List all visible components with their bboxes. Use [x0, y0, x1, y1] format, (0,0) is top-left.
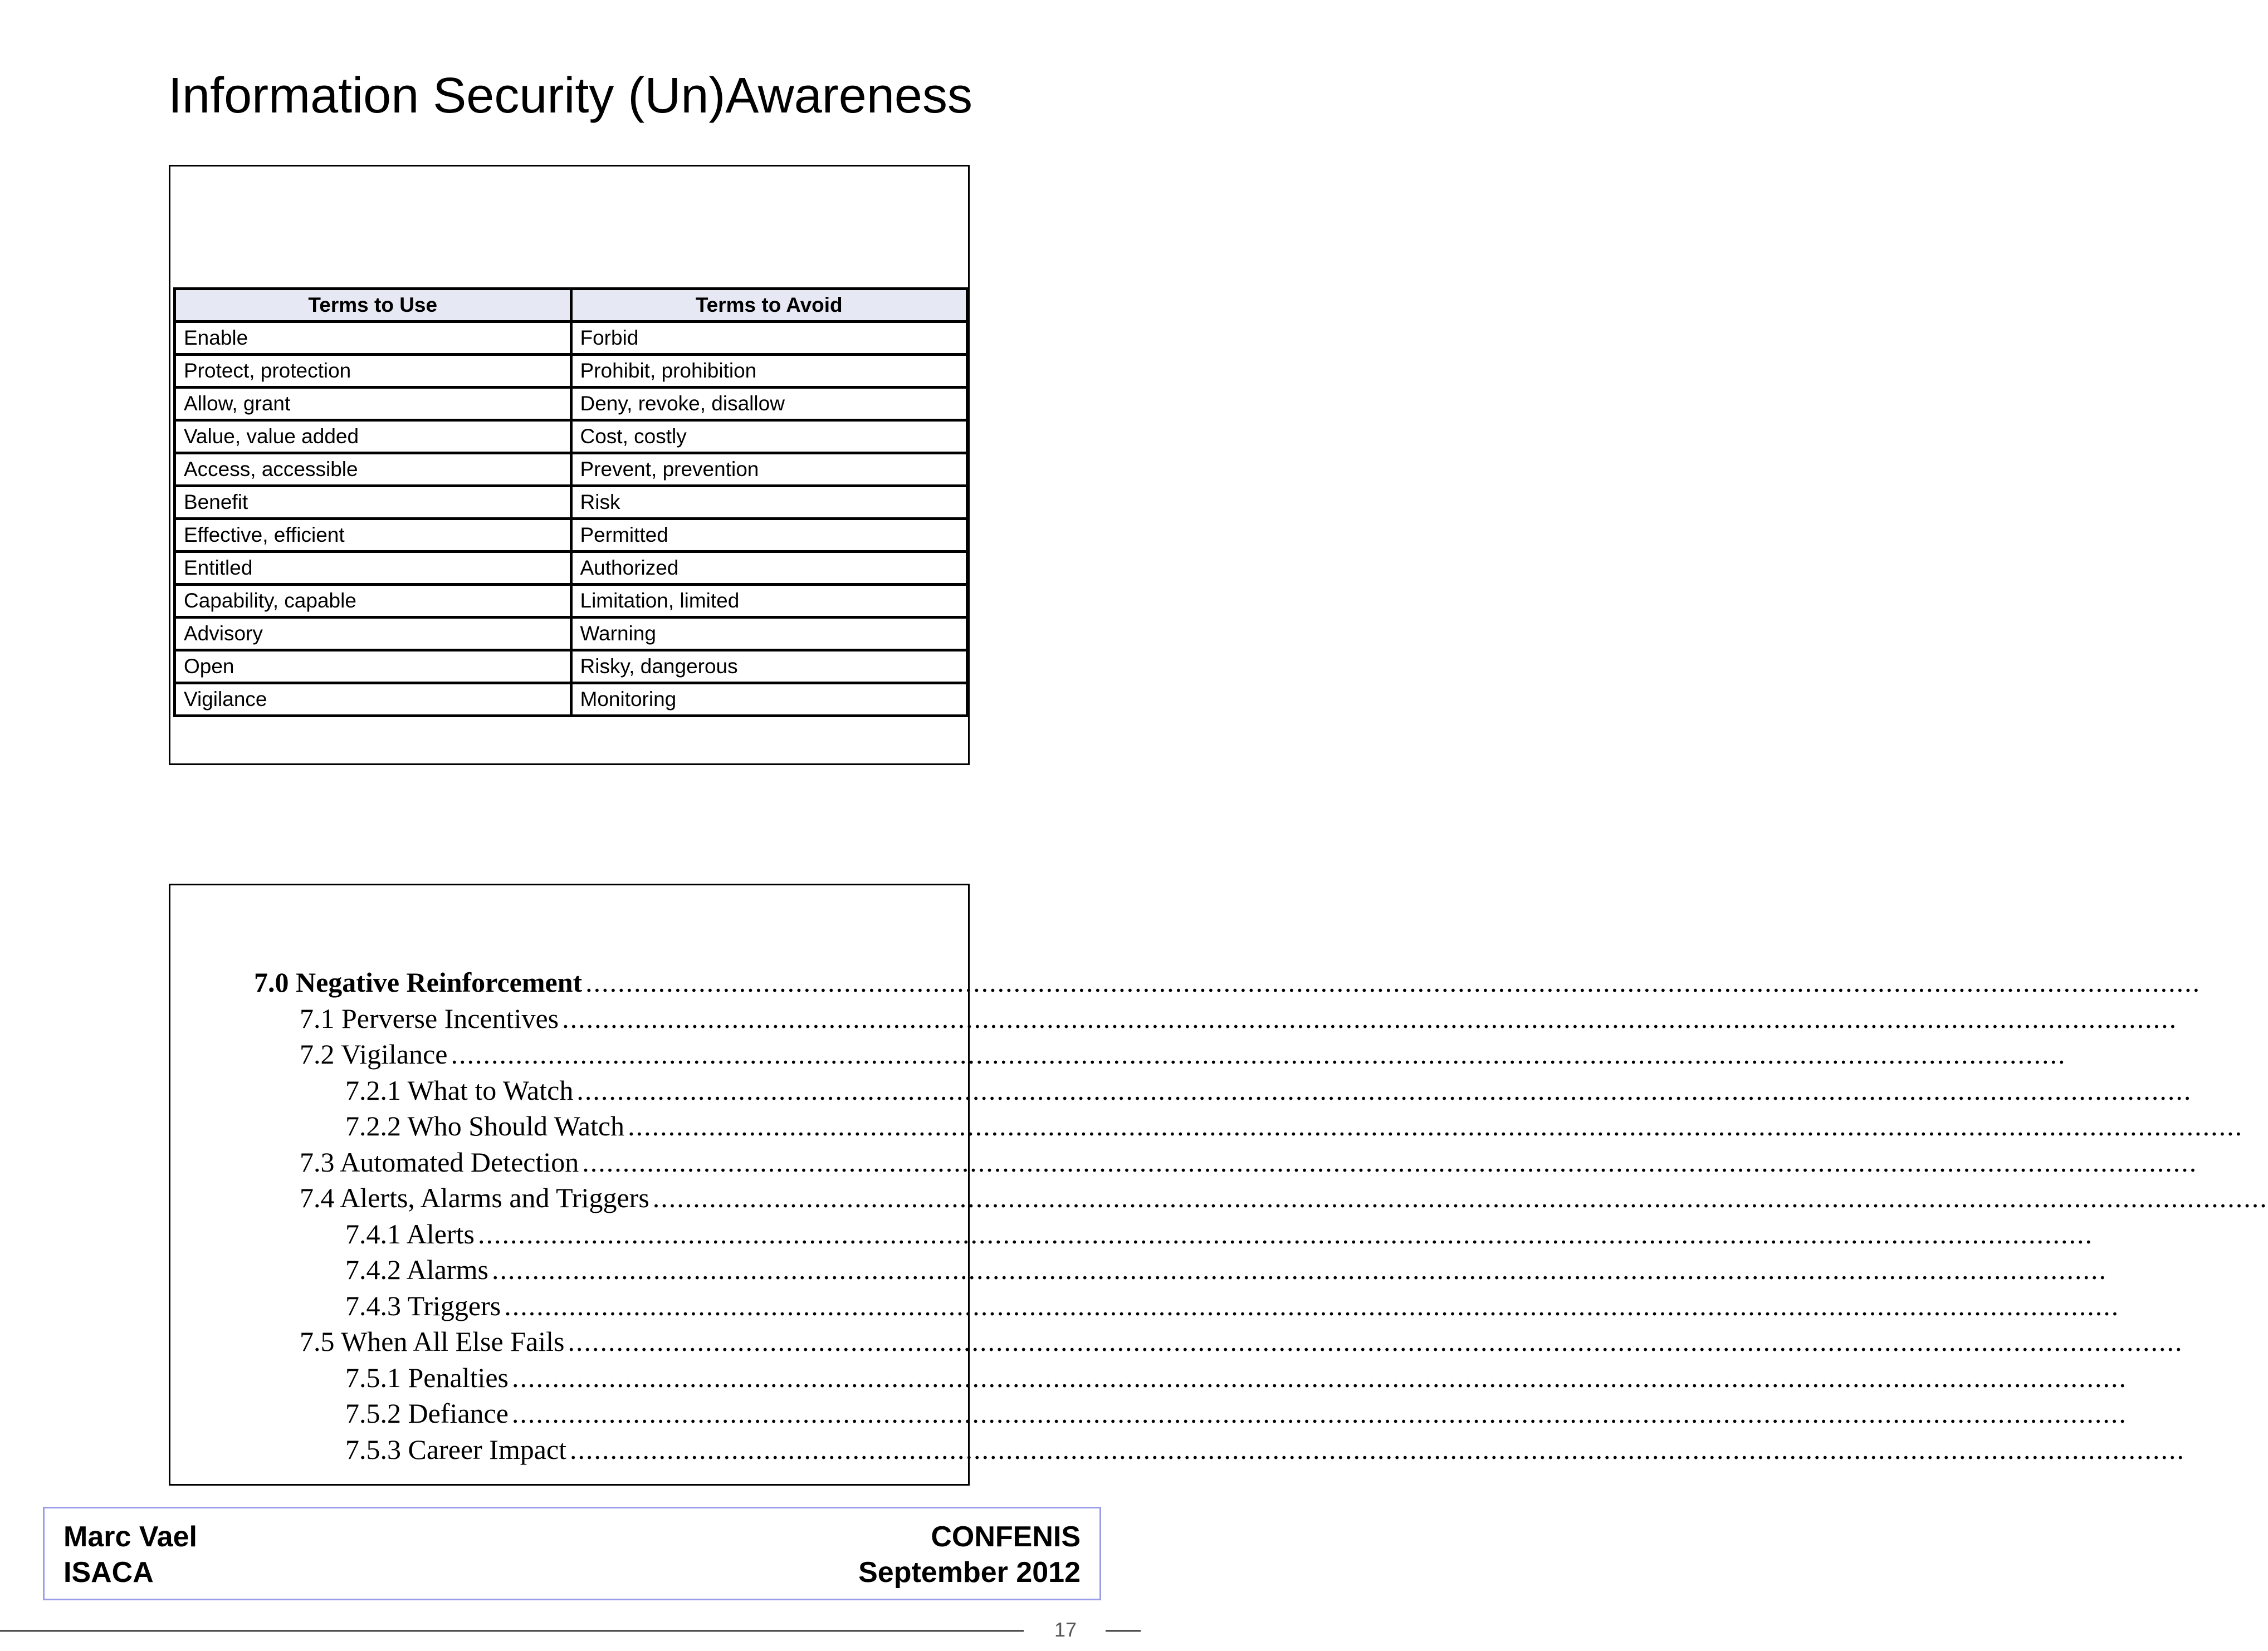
toc-item-label: 7.2.2 Who Should Watch: [345, 1110, 625, 1142]
footer-date: September 2012: [858, 1556, 1081, 1589]
footer-event: CONFENIS: [931, 1521, 1081, 1553]
toc-item-label: 7.0 Negative Reinforcement: [254, 967, 583, 998]
table-row: [175, 585, 967, 618]
table-row: [175, 322, 967, 355]
term-to-use-cell: Enable: [175, 322, 571, 355]
table-row: [175, 683, 967, 716]
term-to-avoid-cell: Risky, dangerous: [571, 650, 967, 683]
toc-item: [345, 1360, 2128, 1395]
term-to-use-cell: Allow, grant: [175, 388, 571, 420]
header-terms-to-use: Terms to Use: [175, 289, 571, 322]
toc-item: [300, 1324, 2183, 1359]
footer-box: [43, 1507, 1101, 1600]
term-to-use-cell: Access, accessible: [175, 453, 571, 486]
toc-leader-dots: ........................................................................................................................................................................................................: [570, 1433, 2186, 1465]
term-to-use-cell: Effective, efficient: [175, 519, 571, 552]
terms-table-body: [175, 322, 967, 716]
term-to-use-cell: Vigilance: [175, 683, 571, 716]
toc-leader-dots: ........................................................................................................................................................................................................: [585, 967, 2201, 998]
toc-leader-dots: ........................................................................................................................................................................................................: [451, 1038, 2066, 1070]
term-to-avoid-cell: Deny, revoke, disallow: [571, 388, 967, 420]
toc-panel: [169, 884, 2268, 1486]
terms-table-header-row: [175, 289, 967, 322]
term-to-avoid-cell: Risk: [571, 486, 967, 519]
term-to-use-cell: Value, value added: [175, 420, 571, 453]
term-to-avoid-cell: Prevent, prevention: [571, 453, 967, 486]
toc-item: [300, 1001, 2178, 1036]
table-row: [175, 552, 967, 585]
footer-author: Marc Vael: [63, 1521, 197, 1553]
toc-leader-dots: ........................................................................................................................................................................................................: [628, 1110, 2243, 1142]
header-terms-to-avoid: Terms to Avoid: [571, 289, 967, 322]
term-to-use-cell: Open: [175, 650, 571, 683]
toc-item: [345, 1395, 2127, 1431]
toc-leader-dots: ........................................................................................................................................................................................................: [491, 1254, 2107, 1285]
toc-leader-dots: ........................................................................................................................................................................................................: [568, 1326, 2183, 1357]
toc-item-label: 7.5.3 Career Impact: [345, 1433, 567, 1465]
term-to-avoid-cell: Cost, costly: [571, 420, 967, 453]
term-to-avoid-cell: Authorized: [571, 552, 967, 585]
toc-item-label: 7.2.1 What to Watch: [345, 1074, 574, 1106]
slide-title: Information Security (Un)Awareness: [168, 68, 972, 124]
toc-item: [300, 1180, 2268, 1216]
terms-table-panel: [169, 165, 970, 765]
table-row: [175, 486, 967, 519]
toc-item-label: 7.5.1 Penalties: [345, 1361, 509, 1393]
table-row: [175, 388, 967, 420]
toc-leader-dots: ........................................................................................................................................................................................................: [511, 1398, 2127, 1429]
term-to-avoid-cell: Limitation, limited: [571, 585, 967, 618]
table-row: [175, 519, 967, 552]
toc-item: [345, 1432, 2186, 1467]
toc-item: [345, 1216, 2093, 1252]
table-row: [175, 355, 967, 388]
toc-item-label: 7.2 Vigilance: [300, 1038, 448, 1070]
toc-item-label: 7.4.2 Alarms: [345, 1254, 488, 1285]
toc-item-label: 7.4.1 Alerts: [345, 1218, 475, 1250]
toc-leader-dots: ........................................................................................................................................................................................................: [652, 1182, 2268, 1213]
toc-item: [345, 1072, 2192, 1108]
terms-table: [173, 287, 969, 717]
page-rule-left: [0, 1630, 1024, 1632]
toc-leader-dots: ........................................................................................................................................................................................................: [504, 1290, 2120, 1321]
term-to-avoid-cell: Forbid: [571, 322, 967, 355]
table-row: [175, 420, 967, 453]
toc-item-label: 7.3 Automated Detection: [300, 1146, 579, 1178]
term-to-use-cell: Protect, protection: [175, 355, 571, 388]
toc-leader-dots: ........................................................................................................................................................................................................: [576, 1074, 2192, 1106]
term-to-use-cell: Entitled: [175, 552, 571, 585]
term-to-avoid-cell: Permitted: [571, 519, 967, 552]
footer-org: ISACA: [63, 1556, 154, 1589]
toc-item-label: 7.5.2 Defiance: [345, 1398, 509, 1429]
term-to-use-cell: Capability, capable: [175, 585, 571, 618]
table-row: [175, 453, 967, 486]
toc-leader-dots: ........................................................................................................................................................................................................: [562, 1002, 2178, 1034]
toc-item: [345, 1252, 2107, 1287]
toc-item: [254, 964, 2201, 1000]
term-to-avoid-cell: Monitoring: [571, 683, 967, 716]
toc-leader-dots: ........................................................................................................................................................................................................: [582, 1146, 2198, 1178]
term-to-use-cell: Advisory: [175, 618, 571, 650]
page-rule-right: [1106, 1630, 1141, 1632]
toc-item-label: 7.4.3 Triggers: [345, 1290, 501, 1321]
term-to-use-cell: Benefit: [175, 486, 571, 519]
table-row: [175, 618, 967, 650]
toc-item-label: 7.4 Alerts, Alarms and Triggers: [300, 1182, 649, 1213]
toc-item: [345, 1108, 2243, 1144]
page-number: 17: [1054, 1618, 1077, 1641]
toc-item: [300, 1036, 2066, 1072]
term-to-avoid-cell: Warning: [571, 618, 967, 650]
toc-leader-dots: ........................................................................................................................................................................................................: [512, 1361, 2128, 1393]
toc-leader-dots: ........................................................................................................................................................................................................: [477, 1218, 2093, 1250]
term-to-avoid-cell: Prohibit, prohibition: [571, 355, 967, 388]
toc-item: [300, 1144, 2198, 1180]
toc-item-label: 7.1 Perverse Incentives: [300, 1002, 559, 1034]
toc-item: [345, 1288, 2120, 1324]
toc-item-label: 7.5 When All Else Fails: [300, 1326, 565, 1357]
table-row: [175, 650, 967, 683]
